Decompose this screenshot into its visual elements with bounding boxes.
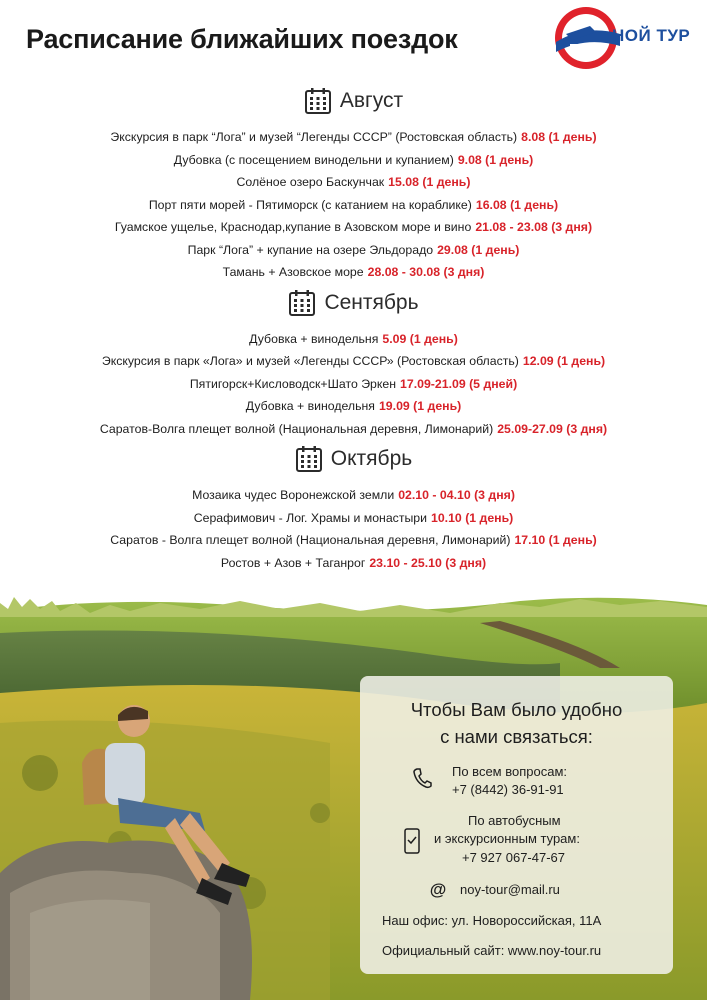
trip-item [0, 484, 707, 507]
trip-date: 29.08 (1 день) [437, 242, 520, 257]
trip-name: Тамань + Азовское море [222, 265, 364, 279]
trip-date: 28.08 - 30.08 (3 дня) [367, 265, 485, 279]
trip-item [0, 350, 707, 373]
trip-item [0, 418, 707, 441]
trip-name: Гуамское ущелье, Краснодар,купание в Азовском море и вино [114, 220, 472, 234]
trip-name: Экскурсия в парк “Лога” и музей “Легенды СССР” (Ростовская область) [110, 130, 518, 144]
trip-date: 8.08 (1 день) [521, 130, 597, 144]
trip-name: Солёное озеро Баскунчак [236, 175, 385, 189]
month-name: Октябрь [330, 447, 413, 470]
tours-label-line1: По автобусным [468, 813, 561, 828]
trip-item [0, 239, 707, 262]
office-address: Наш офис: ул. Новороссийская, 11А [382, 913, 602, 928]
schedule [0, 82, 707, 574]
website[interactable]: Официальный сайт: www.noy-tour.ru [382, 943, 602, 958]
trip-item [0, 395, 707, 418]
trip-date: 9.08 (1 день) [457, 152, 534, 167]
trip-name: Дубовка + винодельня [245, 399, 375, 413]
calendar-icon [295, 445, 323, 473]
contact-title [360, 696, 673, 750]
trip-item [0, 171, 707, 194]
trip-name: Пятигорск+Кисловодск+Шато Эркен [189, 376, 397, 391]
tours-phone[interactable]: +7 927 067-47-67 [462, 850, 566, 865]
trip-date: 10.10 (1 день) [431, 510, 514, 525]
trip-item [0, 373, 707, 396]
calendar-icon [304, 87, 332, 115]
trip-item [0, 507, 707, 530]
at-icon: @ [429, 880, 447, 899]
trip-date: 23.10 - 25.10 (3 дня) [369, 555, 487, 570]
trip-date: 19.09 (1 день) [378, 399, 462, 413]
trip-date: 16.08 (1 день) [475, 197, 559, 212]
general-label: По всем вопросам: [452, 764, 567, 779]
trip-name: Экскурсия в парк «Лога» и музей «Легенды СССР» (Ростовская область) [101, 354, 519, 368]
trip-date: 25.09-27.09 (3 дня) [497, 421, 608, 436]
trip-item [0, 328, 707, 351]
general-phone[interactable]: +7 (8442) 36-91-91 [452, 782, 564, 797]
trip-date: 12.09 (1 день) [522, 354, 606, 368]
trip-item [0, 216, 707, 239]
calendar-icon [288, 289, 316, 317]
logo-text: НОЙ ТУР [612, 26, 691, 45]
company-logo [548, 4, 698, 72]
trip-name: Парк “Лога” + купание на озере Эльдорадо [187, 242, 434, 257]
trip-date: 17.09-21.09 (5 дней) [400, 376, 518, 391]
mobile-phone-icon [404, 828, 420, 854]
month-header-august [0, 82, 707, 120]
contact-title-line: Чтобы Вам было удобно [410, 699, 623, 720]
trip-item [0, 261, 707, 284]
email-address[interactable]: noy-tour@mail.ru [460, 882, 560, 897]
trip-name: Мозаика чудес Воронежской земли [192, 488, 395, 502]
trip-date: 02.10 - 04.10 (3 дня) [398, 488, 515, 502]
trip-date: 15.08 (1 день) [388, 175, 471, 189]
trip-item [0, 552, 707, 575]
trip-item [0, 126, 707, 149]
month-header-october [0, 440, 707, 478]
contact-title-line: с нами связаться: [440, 726, 593, 747]
month-header-september [0, 284, 707, 322]
trip-date: 17.10 (1 день) [514, 533, 597, 547]
trip-item [0, 194, 707, 217]
trip-item [0, 529, 707, 552]
trip-name: Дубовка (с посещением винодельни и купанием) [173, 152, 454, 167]
trip-name: Порт пяти морей - Пятиморск (с катанием на кораблике) [148, 197, 472, 212]
month-name: Сентябрь [324, 290, 419, 314]
trip-name: Дубовка + винодельня [249, 331, 379, 346]
phone-icon [412, 767, 432, 789]
tours-label-line2: и экскурсионным турам: [434, 831, 580, 846]
trip-item [0, 149, 707, 172]
trip-name: Ростов + Азов + Таганрог [220, 555, 366, 570]
trip-name: Саратов-Волга плещет волной (Национальная деревня, Лимонарий) [99, 421, 494, 436]
trip-date: 21.08 - 23.08 (3 дня) [475, 220, 593, 234]
trip-name: Саратов - Волга плещет волной (Национальная деревня, Лимонарий) [110, 533, 511, 547]
month-name: Август [339, 89, 404, 112]
trip-name: Серафимович - Лог. Храмы и монастыри [193, 510, 427, 525]
header [0, 0, 707, 80]
trip-date: 5.09 (1 день) [382, 331, 458, 346]
contact-panel [360, 676, 673, 974]
page-title: Расписание ближайших поездок [26, 24, 458, 54]
